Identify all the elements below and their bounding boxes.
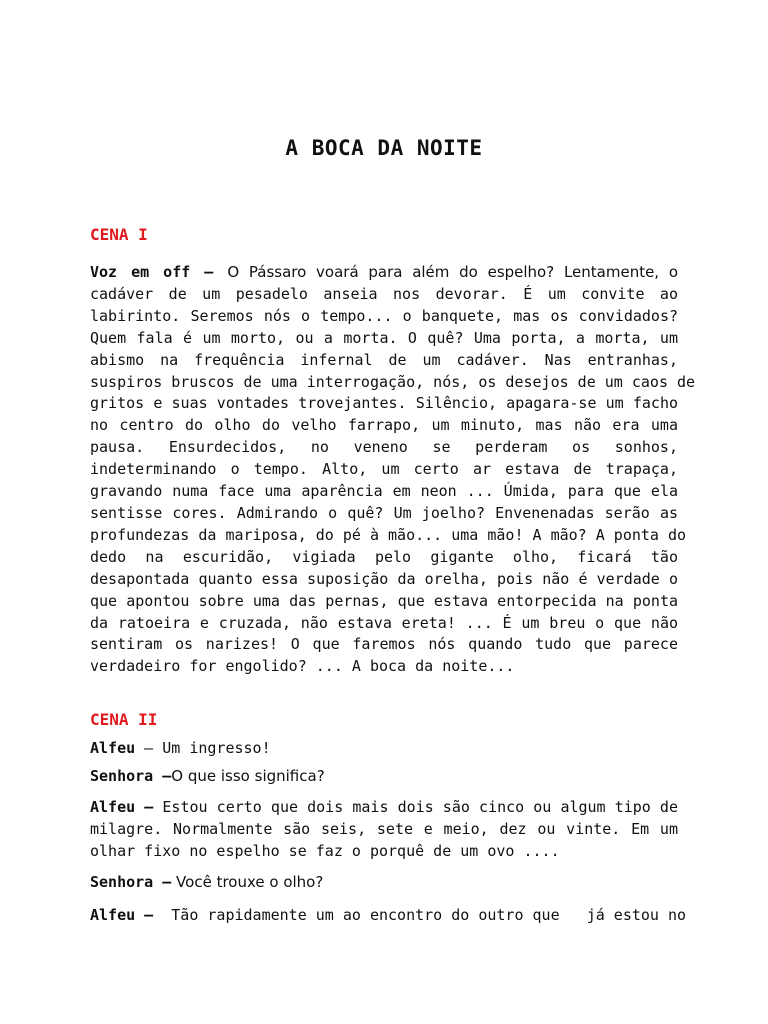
paragraph-line: milagre. Normalmente são seis, sete e meio, dez ou vinte. Em um — [90, 819, 678, 838]
paragraph-line — [90, 797, 678, 819]
speaker-label: Alfeu – — [90, 906, 154, 924]
paragraph-line: suspiros bruscos de uma interrogação, nós, os desejos de um caos de — [90, 372, 696, 391]
paragraph-line: gravando numa face uma aparência em neon ... Úmida, para que ela — [90, 482, 678, 501]
paragraph-line: olhar fixo no espelho se faz o porquê de um ovo .... — [90, 841, 560, 860]
paragraph-line: pausa. Ensurdecidos, no veneno se perderam os sonhos, — [90, 438, 678, 457]
dialogue-text: O que isso significa? — [171, 767, 325, 785]
speaker-label: Voz em off – — [90, 263, 214, 281]
paragraph-line: labirinto. Seremos nós o tempo... o banquete, mas os convidados? — [90, 306, 678, 325]
scene-heading-2: CENA II — [90, 710, 158, 729]
speaker-label: Senhora – — [90, 873, 172, 891]
speaker-label: Alfeu – — [90, 798, 154, 816]
paragraph-line: cadáver de um pesadelo anseia nos devorar. É um convite ao — [90, 284, 678, 303]
dialogue-line — [90, 766, 678, 788]
paragraph-text: Estou certo que dois mais dois são cinco ou algum tipo de — [153, 798, 678, 816]
paragraph-line: sentiram os narizes! O que faremos nós quando tudo que parece — [90, 635, 678, 654]
paragraph-line: sentisse cores. Admirando o quê? Um joelho? Envenenadas serão as — [90, 503, 678, 522]
speaker-label: Alfeu — [90, 739, 136, 757]
scene-heading-1: CENA I — [90, 225, 148, 244]
paragraph-line: da ratoeira e cruzada, não estava ereta! ... É um breu o que não — [90, 613, 678, 632]
paragraph-line: desapontada quanto essa suposição da orelha, pois não é verdade o — [90, 569, 678, 588]
scene1-paragraph — [90, 262, 696, 678]
document-title: A BOCA DA NOITE — [285, 136, 483, 160]
paragraph-line: Quem fala é um morto, ou a morta. O quê? Uma porta, a morta, um — [90, 328, 678, 347]
dialogue-line — [90, 872, 678, 894]
paragraph-text: O Pássaro voará para além do espelho? Lentamente, o — [227, 263, 678, 281]
dialogue-text: – Um ingresso! — [135, 739, 271, 757]
paragraph-line: no centro do olho do velho farrapo, um minuto, mas não era uma — [90, 416, 678, 435]
paragraph-line: gritos e suas vontades trovejantes. Silêncio, apagara-se um facho — [90, 394, 678, 413]
dialogue-text: Tão rapidamente um ao encontro do outro que já estou no — [153, 906, 687, 924]
dialogue-line — [90, 905, 687, 927]
paragraph-line: que apontou sobre uma das pernas, que estava entorpecida na ponta — [90, 591, 678, 610]
paragraph-line: abismo na frequência infernal de um cadáver. Nas entranhas, — [90, 350, 678, 369]
paragraph-line: profundezas da mariposa, do pé à mão... uma mão! A mão? A ponta do — [90, 525, 687, 544]
paragraph-line: dedo na escuridão, vigiada pelo gigante olho, ficará tão — [90, 547, 678, 566]
dialogue-line — [90, 738, 678, 760]
dialogue-paragraph — [90, 797, 678, 863]
paragraph-line: indeterminando o tempo. Alto, um certo ar estava de trapaça, — [90, 460, 678, 479]
paragraph-line: verdadeiro for engolido? ... A boca da noite... — [90, 657, 515, 676]
paragraph-line — [90, 262, 678, 284]
dialogue-text: Você trouxe o olho? — [171, 873, 324, 891]
speaker-label: Senhora – — [90, 767, 172, 785]
